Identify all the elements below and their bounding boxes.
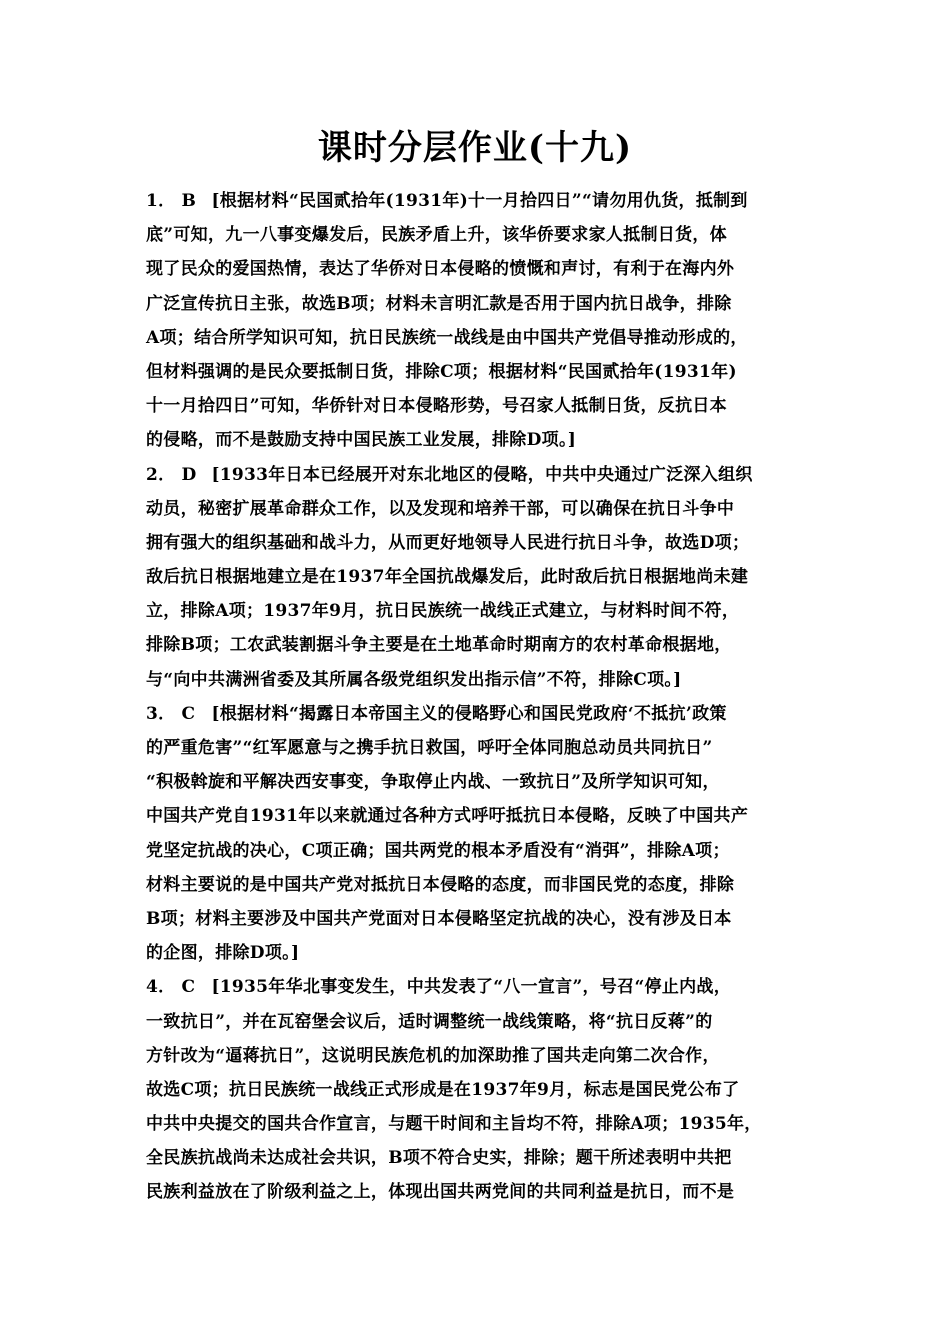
answer-text-line: 拥有强大的组织基础和战斗力，从而更好地领导人民进行抗日斗争，故选D项； [146, 532, 750, 553]
answer-text-line: 敌后抗日根据地建立是在1937年全国抗战爆发后，此时敌后抗日根据地尚未建 [146, 567, 749, 588]
answer-text-line: “积极斡旋和平解决西安事变，争取停止内战、一致抗日”及所学知识可知， [146, 772, 720, 793]
answer-text-line: 一致抗日”，并在瓦窑堡会议后，适时调整统一战线策略，将“抗日反蒋”的 [146, 1011, 713, 1032]
answer-option: C [181, 977, 196, 998]
answer-4 [146, 970, 826, 1209]
answer-text-line: 的严重危害”“红军愿意与之携手抗日救国，呼吁全体同胞总动员共同抗日” [146, 738, 713, 758]
answer-text-line: [根据材料“民国贰拾年(1931年)十一月拾四日”“请勿用仇货，抵制到 [211, 191, 748, 211]
answer-text-line: 故选C项；抗日民族统一战线正式形成是在1937年9月，标志是国民党公布了 [146, 1079, 740, 1100]
answer-number: 4． [146, 977, 176, 998]
answer-text-line: A项；结合所学知识可知，抗日民族统一战线是由中国共产党倡导推动形成的， [146, 327, 748, 348]
answer-text-line: 中共中央提交的国共合作宣言，与题干时间和主旨均不符，排除A项；1935年， [146, 1114, 762, 1135]
answer-option: B [181, 191, 197, 211]
answer-text-line: 党坚定抗战的决心，C项正确；国共两党的根本矛盾没有“消弭”，排除A项； [146, 840, 730, 861]
answer-text-line: 全民族抗战尚未达成社会共识，B项不符合史实，排除；题干所述表明中共把 [146, 1148, 732, 1169]
answer-text-line: 排除B项；工农武装割据斗争主要是在土地革命时期南方的农村革命根据地， [146, 635, 732, 656]
answer-number: 1． [146, 191, 176, 211]
answer-text-line: 的企图，排除D项。] [146, 943, 300, 964]
page-title: 课时分层作业(十九) [317, 128, 633, 168]
answer-text-line: 立，排除A项；1937年9月，抗日民族统一战线正式建立，与材料时间不符， [146, 601, 740, 622]
answer-3 [146, 697, 826, 971]
answer-text-line: 的侵略，而不是鼓励支持中国民族工业发展，排除D项。] [146, 430, 577, 451]
answer-text-line: 但材料强调的是民众要抵制日货，排除C项；根据材料“民国贰拾年(1931年) [146, 361, 737, 382]
answer-option: C [181, 703, 196, 724]
answer-text-line: [1935年华北事变发生，中共发表了“八一宣言”，号召“停止内战， [211, 977, 732, 998]
answer-text-line: B项；材料主要涉及中国共产党面对日本侵略坚定抗战的决心，没有涉及日本 [146, 908, 732, 929]
answer-text-line: 动员，秘密扩展革命群众工作，以及发现和培养干部，可以确保在抗日斗争中 [146, 498, 735, 519]
answer-list [146, 184, 826, 1210]
answer-2 [146, 458, 826, 697]
answer-text-line: 与“向中共满洲省委及其所属各级党组织发出指示信”不符，排除C项。] [146, 669, 682, 690]
answer-text-line: [根据材料“揭露日本帝国主义的侵略野心和国民党政府‘不抵抗’政策 [211, 703, 727, 724]
answer-text-line: 底”可知，九一八事变爆发后，民族矛盾上升，该华侨要求家人抵制日货，体 [146, 225, 727, 246]
answer-text-line: 广泛宣传抗日主张，故选B项；材料未言明汇款是否用于国内抗日战争，排除 [146, 293, 732, 314]
answer-text-line: 中国共产党自1931年以来就通过各种方式呼吁抵抗日本侵略，反映了中国共产 [146, 806, 749, 827]
answer-number: 3． [146, 703, 176, 724]
answer-text-line: 民族利益放在了阶级利益之上，体现出国共两党间的共同利益是抗日，而不是 [146, 1182, 735, 1203]
answer-text-line: 现了民众的爱国热情，表达了华侨对日本侵略的愤慨和声讨，有利于在海内外 [146, 259, 735, 280]
answer-text-line: [1933年日本已经展开对东北地区的侵略，中共中央通过广泛深入组织 [211, 464, 753, 485]
answer-text-line: 材料主要说的是中国共产党对抵抗日本侵略的态度，而非国民党的态度，排除 [146, 874, 735, 895]
answer-text-line: 方针改为“逼蒋抗日”，这说明民族危机的加深助推了国共走向第二次合作， [146, 1045, 720, 1066]
answer-text-line: 十一月拾四日”可知，华侨针对日本侵略形势，号召家人抵制日货，反抗日本 [146, 396, 727, 417]
answer-option: D [181, 464, 197, 485]
answer-number: 2． [146, 464, 176, 485]
answer-1 [146, 184, 826, 458]
